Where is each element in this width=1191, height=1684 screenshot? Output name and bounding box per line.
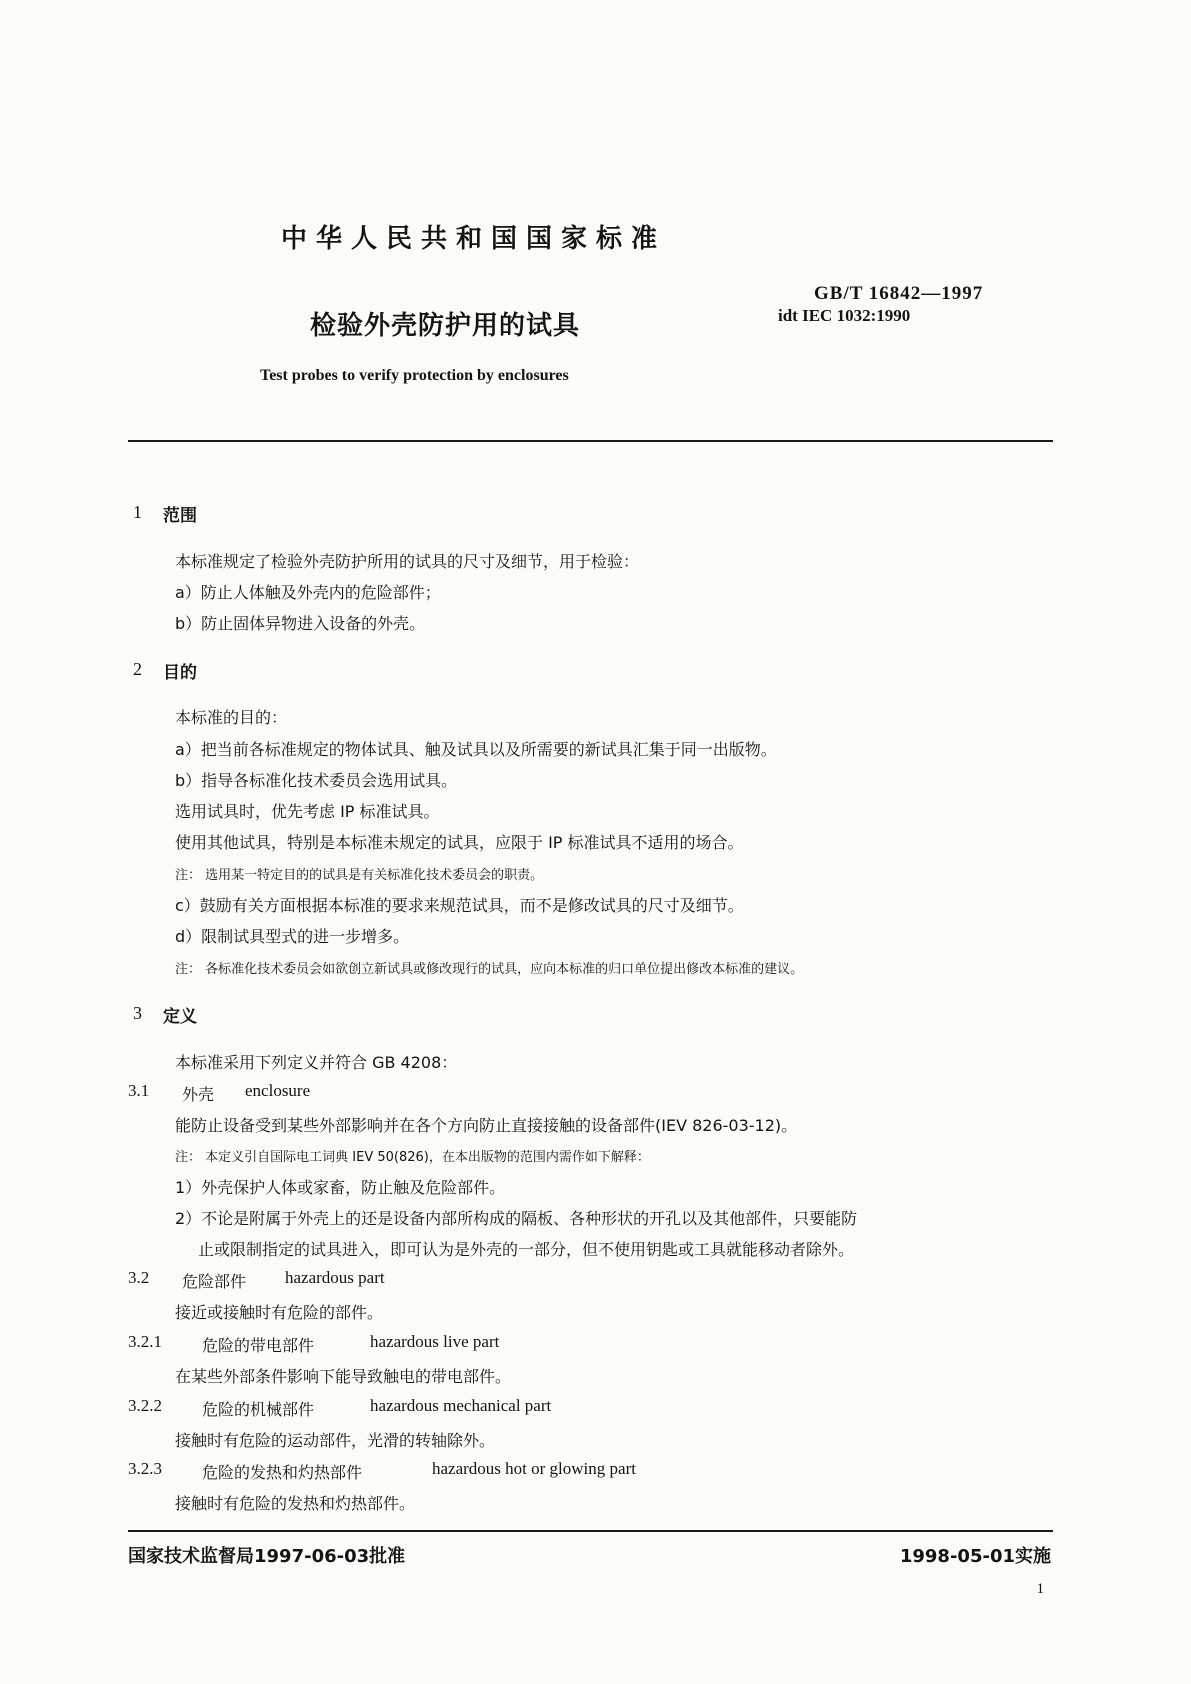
page-number: 1 [1036,1581,1044,1597]
section-2-note: 注： 选用某一特定目的的试具是有关标准化技术委员会的职责。 [175,868,544,883]
section-2-number: 2 [133,659,142,679]
section-3-intro: 本标准采用下列定义并符合 GB 4208： [175,1053,458,1072]
standard-title: 中华人民共和国国家标准 [281,224,667,254]
section-2-line: b）指导各标准化技术委员会选用试具。 [175,771,458,790]
definition-term: 危险的带电部件 [202,1336,315,1355]
identical-standard: idt IEC 1032:1990 [778,306,911,325]
section-2-line: a）把当前各标准规定的物体试具、触及试具以及所需要的新试具汇集于同一出版物。 [175,740,777,759]
definition-number: 3.2.2 [128,1396,162,1415]
definition-number: 3.2 [128,1268,150,1287]
section-2-line: 本标准的目的： [175,708,288,727]
section-2-line: c）鼓励有关方面根据本标准的要求来规范试具，而不是修改试具的尺寸及细节。 [175,896,744,915]
definition-text: 能防止设备受到某些外部影响并在各个方向防止直接接触的设备部件(IEV 826-03-12)。 [175,1116,798,1135]
definition-term-english: hazardous hot or glowing part [432,1459,636,1478]
section-3-title: 定义 [163,1007,197,1027]
definition-term: 危险部件 [182,1272,247,1291]
definition-term: 外壳 [182,1085,215,1104]
section-1-line: a）防止人体触及外壳内的危险部件； [175,583,441,602]
standard-code: GB/T 16842—1997 [814,283,984,304]
section-2-line: d）限制试具型式的进一步增多。 [175,927,410,946]
section-2-note: 注： 各标准化技术委员会如欲创立新试具或修改现行的试具，应向本标准的归口单位提出修改本标准的建议。 [175,962,804,977]
section-2-title: 目的 [163,663,197,683]
definition-text: 在某些外部条件影响下能导致触电的带电部件。 [175,1367,512,1386]
section-2-line: 使用其他试具，特别是本标准未规定的试具，应限于 IP 标准试具不适用的场合。 [175,833,744,852]
definition-item: 2）不论是附属于外壳上的还是设备内部所构成的隔板、各种形状的开孔以及其他部件，只要能防 [175,1209,858,1228]
section-1-title: 范围 [163,506,197,526]
section-2-line: 选用试具时，优先考虑 IP 标准试具。 [175,802,440,821]
definition-item: 1）外壳保护人体或家畜，防止触及危险部件。 [175,1178,506,1197]
document-title-english: Test probes to verify protection by enclosures [260,367,569,384]
definition-term-english: enclosure [245,1081,311,1100]
definition-text: 接近或接触时有危险的部件。 [175,1303,384,1322]
definition-term-english: hazardous mechanical part [370,1396,552,1415]
approval-date: 国家技术监督局1997-06-03批准 [128,1546,406,1567]
header-divider [128,440,1053,442]
definition-number: 3.2.1 [128,1332,162,1351]
definition-note: 注： 本定义引自国际电工词典 IEV 50(826)，在本出版物的范围内需作如下解释： [175,1150,650,1165]
definition-term-english: hazardous live part [370,1332,500,1351]
definition-item-continued: 止或限制指定的试具进入，即可认为是外壳的一部分，但不使用钥匙或工具就能移动者除外。 [198,1240,855,1259]
footer-divider [128,1530,1053,1532]
document-title: 检验外壳防护用的试具 [310,311,581,341]
definition-term: 危险的机械部件 [202,1400,315,1419]
effective-date: 1998-05-01实施 [899,1546,1051,1567]
definition-number: 3.1 [128,1081,150,1100]
definition-number: 3.2.3 [128,1459,162,1478]
section-1-line: b）防止固体异物进入设备的外壳。 [175,614,426,633]
section-3-number: 3 [133,1003,142,1023]
definition-text: 接触时有危险的发热和灼热部件。 [175,1494,416,1513]
section-1-line: 本标准规定了检验外壳防护所用的试具的尺寸及细节，用于检验： [175,552,640,571]
definition-term: 危险的发热和灼热部件 [202,1463,363,1482]
definition-text: 接触时有危险的运动部件，光滑的转轴除外。 [175,1431,496,1450]
section-1-number: 1 [133,502,142,522]
definition-term-english: hazardous part [285,1268,385,1287]
